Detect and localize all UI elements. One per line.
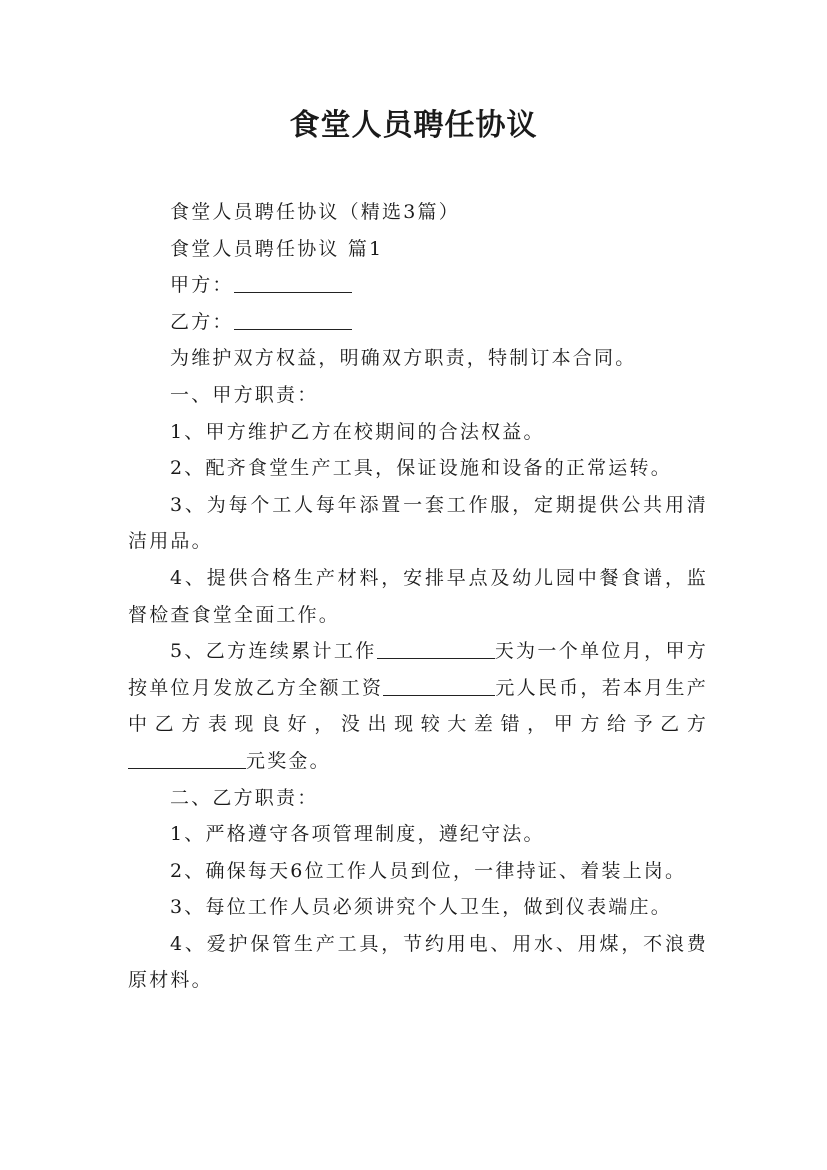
a-duty-5-part-2: 天为一个单位月，甲方按单位月发放乙方全额工资 bbox=[128, 640, 708, 699]
work-days-blank bbox=[377, 639, 495, 659]
paragraph-a-duty-3: 3、为每个工人每年添置一套工作服，定期提供公共用清洁用品。 bbox=[128, 493, 708, 553]
paragraph-b-duty-3: 3、每位工作人员必须讲究个人卫生，做到仪表端庄。 bbox=[170, 896, 672, 919]
paragraph-heading-party-a-duties: 一、甲方职责： bbox=[170, 383, 319, 406]
party-b-blank bbox=[234, 310, 352, 330]
paragraph-party-b bbox=[128, 304, 708, 341]
bonus-blank bbox=[128, 749, 246, 769]
paragraph-purpose: 为维护双方权益，明确双方职责，特制订本合同。 bbox=[170, 347, 637, 370]
paragraph-subtitle: 食堂人员聘任协议（精选3篇） bbox=[170, 201, 460, 223]
paragraph-a-duty-2: 2、配齐食堂生产工具，保证设施和设备的正常运转。 bbox=[170, 457, 672, 480]
a-duty-5-part-1: 5、乙方连续累计工作 bbox=[170, 640, 377, 663]
party-a-blank bbox=[234, 273, 352, 293]
paragraph-section-title: 食堂人员聘任协议 篇1 bbox=[170, 237, 384, 260]
a-duty-5-part-4: 元奖金。 bbox=[246, 749, 331, 772]
paragraph-a-duty-5 bbox=[128, 633, 708, 779]
paragraph-a-duty-1: 1、甲方维护乙方在校期间的合法权益。 bbox=[170, 420, 545, 443]
wage-blank bbox=[383, 676, 495, 696]
paragraph-b-duty-4: 4、爱护保管生产工具，节约用电、用水、用煤，不浪费原材料。 bbox=[128, 932, 708, 992]
paragraph-b-duty-2: 2、确保每天6位工作人员到位，一律持证、着装上岗。 bbox=[170, 859, 687, 882]
party-a-label: 甲方： bbox=[170, 274, 234, 297]
a-duty-5-part-3: 元人民币，若本月生产中乙方表现良好，没出现较大差错，甲方给予乙方 bbox=[128, 676, 708, 736]
document-body bbox=[128, 194, 708, 999]
paragraph-a-duty-4: 4、提供合格生产材料，安排早点及幼儿园中餐食谱，监督检查食堂全面工作。 bbox=[128, 566, 708, 626]
paragraph-b-duty-1: 1、严格遵守各项管理制度，遵纪守法。 bbox=[170, 823, 545, 846]
document-title: 食堂人员聘任协议 bbox=[289, 108, 538, 143]
party-b-label: 乙方： bbox=[170, 310, 234, 333]
paragraph-party-a bbox=[128, 267, 708, 304]
paragraph-heading-party-b-duties: 二、乙方职责： bbox=[170, 786, 319, 809]
